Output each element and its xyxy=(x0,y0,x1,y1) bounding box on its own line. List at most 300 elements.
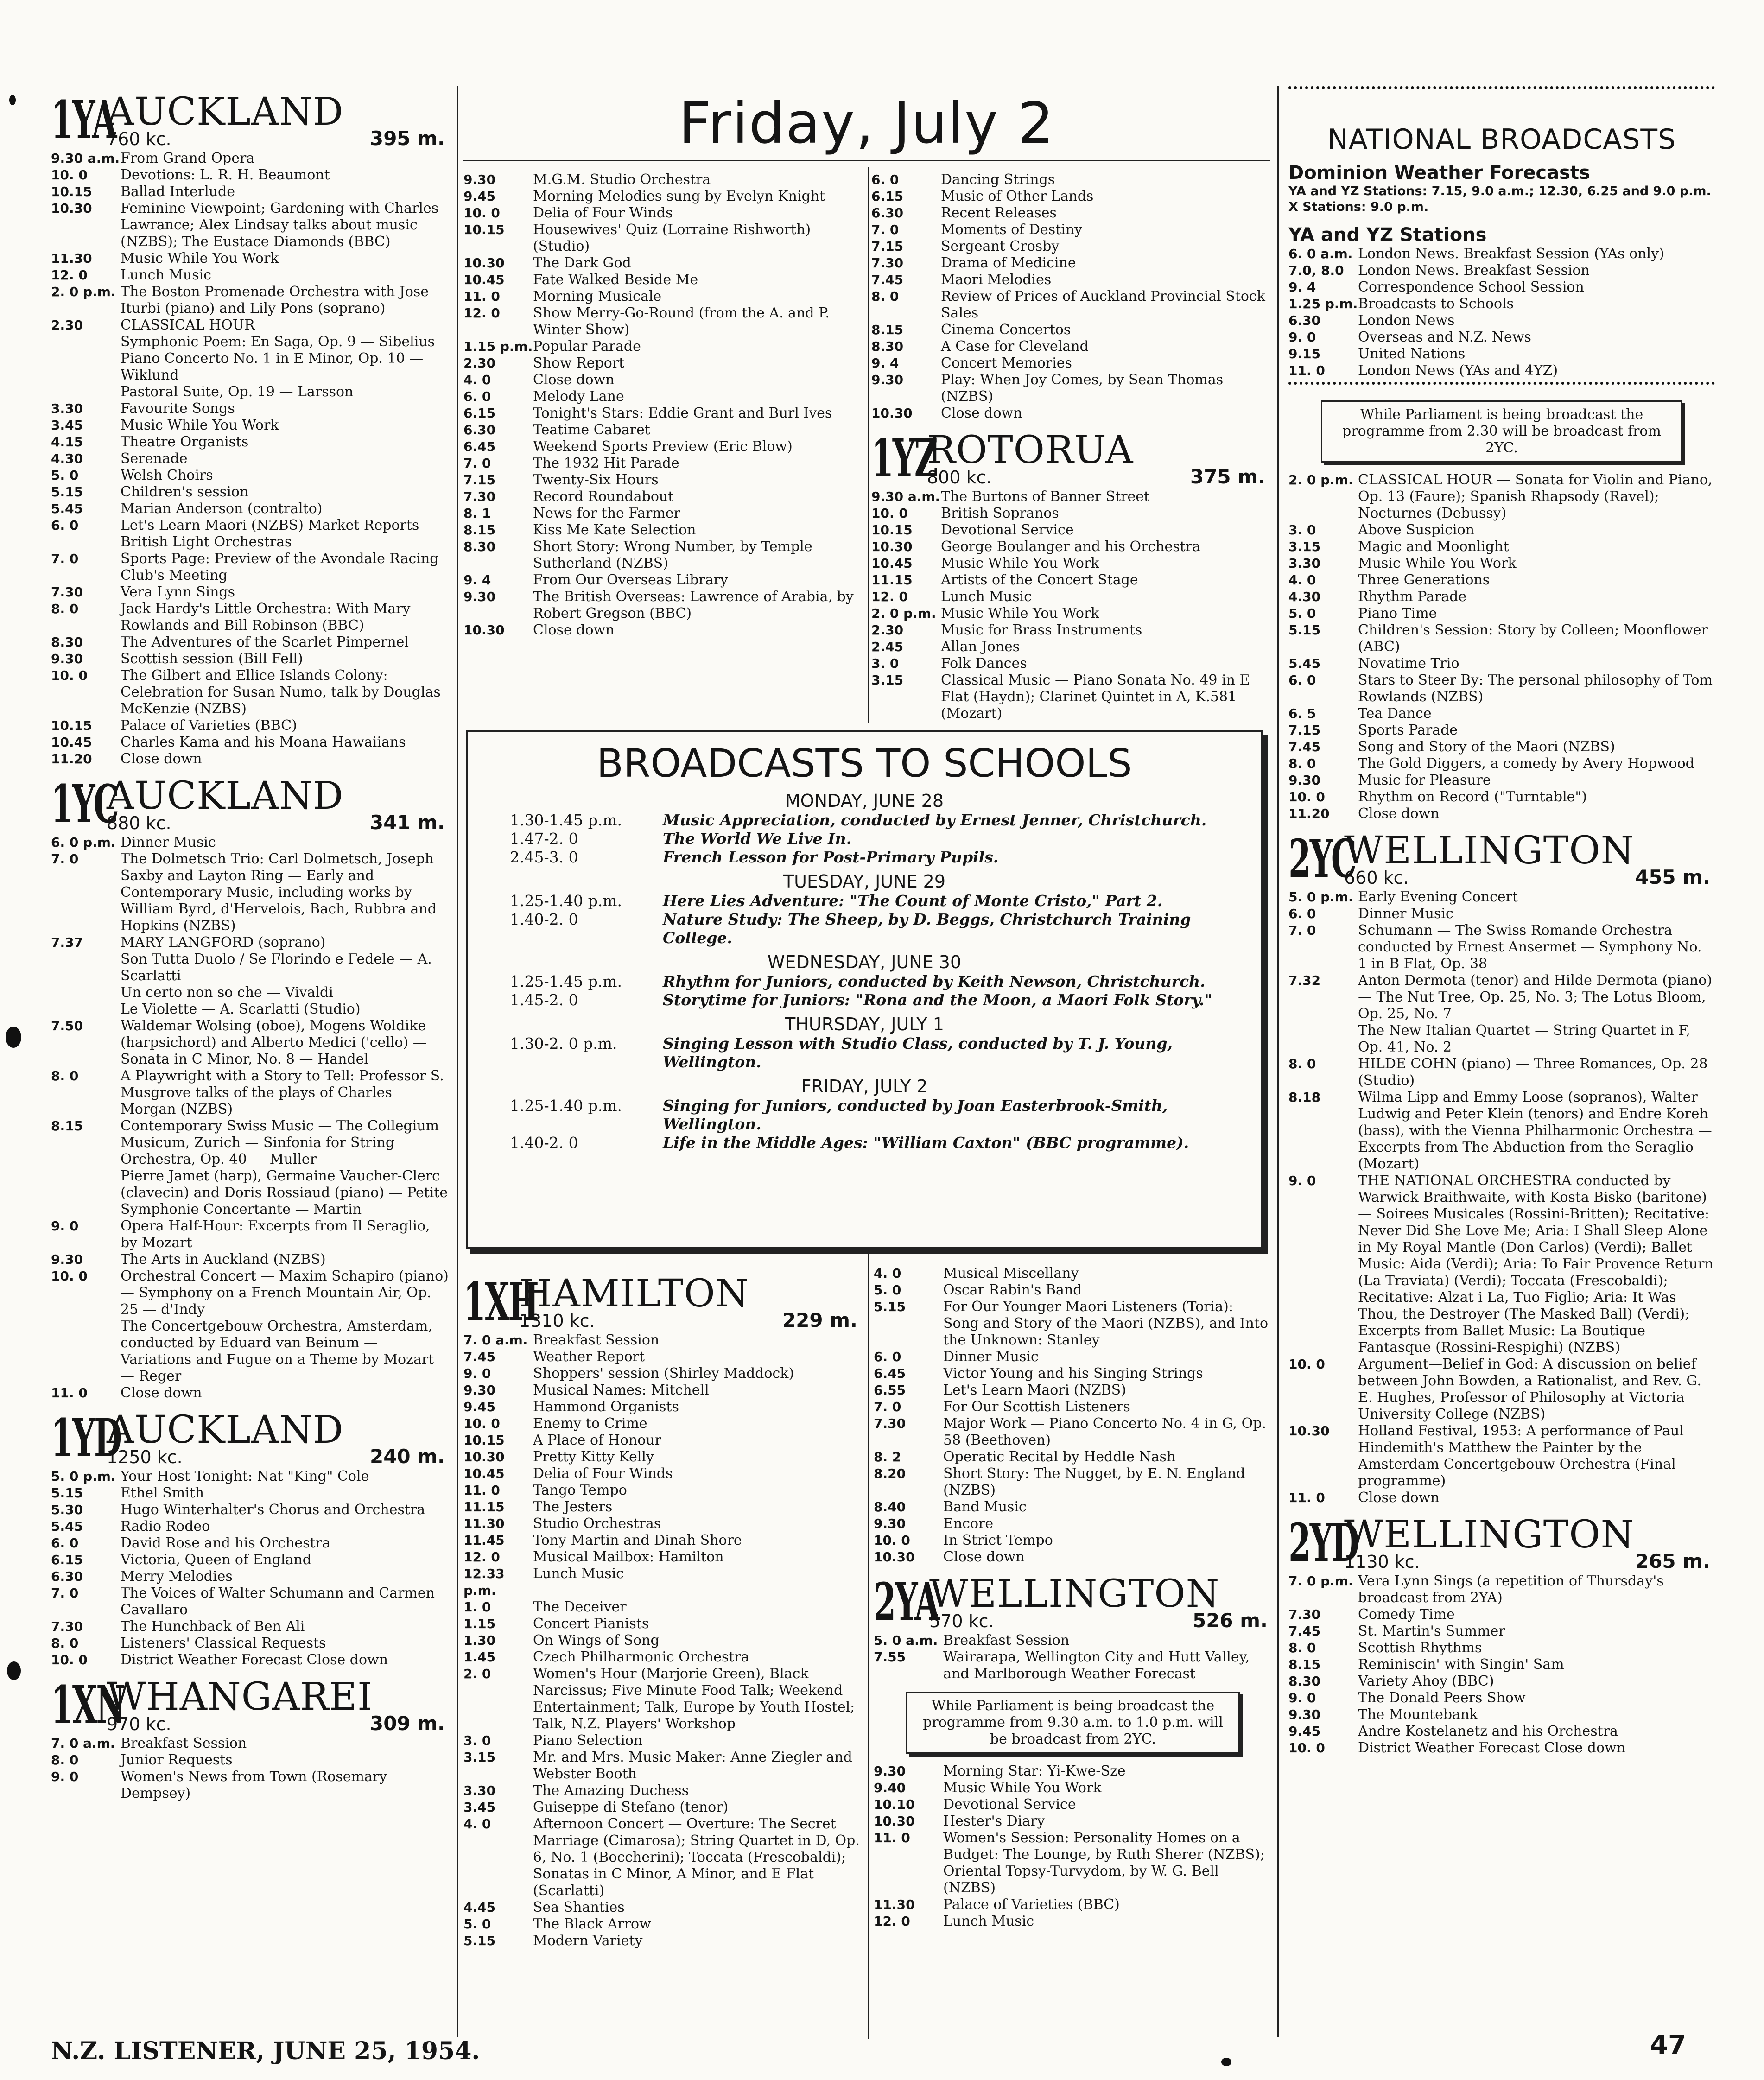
programme-item xyxy=(1288,1690,1715,1706)
schools-description: Rhythm for Juniors, conducted by Keith Newson, Christchurch. xyxy=(663,972,1206,990)
programme-time xyxy=(51,1318,121,1385)
programme-item xyxy=(463,1616,862,1632)
programme-time: 2. 0 p.m. xyxy=(1288,472,1353,488)
programme-item xyxy=(463,272,867,288)
programme-item xyxy=(871,405,1270,422)
programme-time: 8.18 xyxy=(1288,1090,1321,1105)
programme-title: Listeners' Classical Requests xyxy=(121,1635,326,1651)
programme-title: Short Story: Wrong Number, by Temple Sutherland (NZBS) xyxy=(533,539,812,571)
programme-item xyxy=(871,555,1270,572)
programme-time: 7. 0 xyxy=(871,222,899,237)
programme-title: Breakfast Session xyxy=(533,1332,660,1348)
station-city: WHANGAREI xyxy=(107,1675,373,1719)
programme-title: Close down xyxy=(941,405,1022,421)
station-frequency: 1250 kc. xyxy=(107,1447,183,1467)
programme-title: Allan Jones xyxy=(941,639,1020,655)
footer-issue: N.Z. LISTENER, JUNE 25, 1954. xyxy=(51,2037,480,2065)
programme-title: Ethel Smith xyxy=(121,1485,204,1501)
programme-title: The Concertgebouw Orchestra, Amsterdam, conducted by Eduard van Beinum — Variations and Fugue on a Theme by Mozart — Reger xyxy=(121,1318,434,1384)
programme-time: 11.20 xyxy=(51,751,92,767)
programme-title: Scottish session (Bill Fell) xyxy=(121,651,303,667)
programme-title: Radio Rodeo xyxy=(121,1518,210,1535)
programme-time: 9. 0 xyxy=(1288,330,1316,345)
programme-time: 1.25 p.m. xyxy=(1288,296,1358,311)
programme-item xyxy=(51,250,450,267)
programme-time: 4.45 xyxy=(463,1900,496,1915)
programme-item xyxy=(871,605,1270,622)
programme-time: 2. 0 p.m. xyxy=(871,606,936,621)
programme-time: 6. 0 xyxy=(871,172,899,187)
programme-time: 9.30 xyxy=(871,372,904,387)
programme-item xyxy=(463,388,867,405)
programme-time: 6. 0 xyxy=(51,1535,79,1551)
programme-time: 3.30 xyxy=(1288,556,1321,571)
programme-item xyxy=(463,1482,862,1499)
programme-item xyxy=(1288,1706,1715,1723)
programme-item xyxy=(874,1365,1272,1382)
programme-title: Serenade xyxy=(121,450,188,467)
programme-title: Vera Lynn Sings xyxy=(121,584,235,600)
programme-time: 10.15 xyxy=(463,1433,505,1448)
programme-title: HILDE COHN (piano) — Three Romances, Op. 28 (Studio) xyxy=(1358,1056,1708,1089)
programme-item xyxy=(463,1349,862,1365)
programme-time xyxy=(51,334,121,350)
programme-title: Music While You Work xyxy=(121,250,279,266)
programme-item xyxy=(463,1382,862,1399)
programme-title: The Donald Peers Show xyxy=(1358,1690,1526,1706)
programme-title: Folk Dances xyxy=(941,655,1027,672)
programme-time: 5.15 xyxy=(51,484,83,500)
programme-title: Children's session xyxy=(121,484,249,500)
programme-title: Show Report xyxy=(533,355,625,371)
programme-time: 6.30 xyxy=(51,1569,83,1584)
programme-time: 10.30 xyxy=(463,1449,505,1465)
programme-title: Music While You Work xyxy=(943,1780,1102,1796)
programme-item xyxy=(463,305,867,338)
programme-title: Feminine Viewpoint; Gardening with Charles Lawrance; Alex Lindsay talks about music (NZBS); The Eustace Diamonds (BBC) xyxy=(121,200,439,250)
programme-title: Breakfast Session xyxy=(943,1632,1070,1649)
programme-item xyxy=(51,1218,450,1251)
programme-time: 6.30 xyxy=(463,422,496,438)
programme-time: 6.15 xyxy=(463,406,496,421)
programme-title: The Voices of Walter Schumann and Carmen Cavallaro xyxy=(121,1585,435,1618)
programme-time: 8.15 xyxy=(463,522,496,538)
programme-title: Guiseppe di Stefano (tenor) xyxy=(533,1799,729,1815)
schools-item xyxy=(468,991,1261,1009)
programme-time: 11.30 xyxy=(874,1897,915,1912)
programme-time: 7.45 xyxy=(463,1349,496,1364)
programme-title: Music for Pleasure xyxy=(1358,772,1491,788)
programme-time: 4.30 xyxy=(51,451,83,466)
programme-time: 3.15 xyxy=(1288,539,1321,554)
programme-list xyxy=(463,1332,862,1949)
programme-title: Charles Kama and his Moana Hawaiians xyxy=(121,734,406,750)
programme-item xyxy=(1288,655,1715,672)
programme-time: 6. 0 xyxy=(1288,672,1316,688)
programme-item xyxy=(1288,1022,1715,1056)
programme-time: 7. 0 a.m. xyxy=(463,1332,528,1348)
programme-title: The British Overseas: Lawrence of Arabia, by Robert Gregson (BBC) xyxy=(533,589,854,621)
programme-time: 7.37 xyxy=(51,935,83,950)
programme-list xyxy=(1288,472,1715,822)
programme-title: Lunch Music xyxy=(533,1566,624,1582)
programme-item xyxy=(51,1018,450,1068)
programme-time: 7.15 xyxy=(463,472,496,488)
programme-item xyxy=(874,1896,1272,1913)
programme-time: 6.15 xyxy=(871,189,904,204)
programme-item xyxy=(1288,296,1715,312)
programme-item xyxy=(51,1618,450,1635)
programme-title: Devotional Service xyxy=(941,522,1074,538)
schools-time: 1.25-1.45 p.m. xyxy=(510,972,622,990)
schools-day: THURSDAY, JULY 1 xyxy=(785,1014,944,1034)
programme-title: District Weather Forecast Close down xyxy=(121,1652,388,1668)
programme-item xyxy=(51,1001,450,1018)
programme-title: Studio Orchestras xyxy=(533,1516,661,1532)
programme-item xyxy=(463,422,867,438)
station-header xyxy=(1288,829,1715,889)
schools-item xyxy=(468,972,1261,991)
programme-item xyxy=(51,400,450,417)
programme-item xyxy=(51,601,450,634)
programme-time xyxy=(51,984,121,1001)
column-1 xyxy=(51,83,450,2016)
programme-time: 7. 0 xyxy=(874,1399,901,1414)
programme-time: 10.45 xyxy=(463,272,505,287)
programme-time: 10.15 xyxy=(463,222,505,237)
programme-time: 9.30 a.m. xyxy=(871,489,940,504)
programme-item xyxy=(874,1282,1272,1299)
programme-item xyxy=(463,1566,862,1599)
programme-time: 9. 0 xyxy=(1288,1173,1316,1188)
programme-time: 8. 0 xyxy=(1288,1640,1316,1655)
programme-title: Musical Names: Mitchell xyxy=(533,1382,709,1398)
station-wavelength: 265 m. xyxy=(1635,1550,1710,1573)
programme-item xyxy=(1288,889,1715,906)
programme-time: 9.45 xyxy=(463,189,496,204)
programme-title: News for the Farmer xyxy=(533,505,680,521)
programme-title: Sergeant Crosby xyxy=(941,238,1060,254)
programme-time: 11.30 xyxy=(51,251,92,266)
programme-time: 10.45 xyxy=(51,735,92,750)
programme-time: 5. 0 p.m. xyxy=(51,1469,116,1484)
programme-title: Close down xyxy=(533,372,615,388)
programme-item xyxy=(871,322,1270,338)
programme-item xyxy=(871,222,1270,238)
programme-time: 5.15 xyxy=(874,1299,906,1314)
programme-title: Popular Parade xyxy=(533,338,641,355)
programme-time: 10. 0 xyxy=(51,1652,88,1668)
programme-time: 6. 5 xyxy=(1288,706,1316,721)
programme-title: Broadcasts to Schools xyxy=(1358,296,1514,312)
programme-item xyxy=(874,1549,1272,1566)
programme-time: 7.0, 8.0 xyxy=(1288,263,1344,278)
programme-title: Palace of Varieties (BBC) xyxy=(943,1896,1120,1913)
programme-title: Pretty Kitty Kelly xyxy=(533,1449,654,1465)
programme-item xyxy=(871,372,1270,405)
programme-title: Musical Miscellany xyxy=(943,1265,1079,1281)
programme-title: Devotions: L. R. H. Beaumont xyxy=(121,167,330,183)
station-frequency: 760 kc. xyxy=(107,129,171,149)
programme-time: 9. 0 xyxy=(51,1769,79,1784)
programme-list xyxy=(871,171,1270,422)
station-header xyxy=(871,428,1270,489)
programme-time: 10.30 xyxy=(463,255,505,271)
programme-title: Son Tutta Duolo / Se Florindo e Fedele — A. Scarlatti xyxy=(121,951,432,984)
programme-time: 9.30 xyxy=(1288,773,1321,788)
programme-title: Record Roundabout xyxy=(533,488,674,505)
programme-list xyxy=(51,150,450,767)
programme-time: 5. 0 xyxy=(463,1916,491,1932)
programme-time: 10.30 xyxy=(1288,1423,1330,1439)
programme-item xyxy=(1288,622,1715,655)
programme-item xyxy=(463,572,867,589)
programme-title: Le Violette — A. Scarlatti (Studio) xyxy=(121,1001,361,1017)
programme-item xyxy=(463,472,867,488)
programme-title: Song and Story of the Maori (NZBS) xyxy=(1358,739,1615,755)
programme-title: London News. Breakfast Session xyxy=(1358,262,1590,279)
programme-time: 1.15 p.m. xyxy=(463,339,533,354)
programme-time: 4. 0 xyxy=(1288,572,1316,588)
column-rule xyxy=(1277,86,1279,2037)
programme-title: Un certo non so che — Vivaldi xyxy=(121,984,333,1001)
programme-time: 10.45 xyxy=(871,556,913,571)
programme-item xyxy=(463,539,867,572)
programme-title: The Jesters xyxy=(533,1499,613,1515)
programme-list xyxy=(51,834,450,1401)
programme-time: 8. 0 xyxy=(871,289,899,304)
wavy-rule xyxy=(1288,86,1715,95)
programme-item xyxy=(463,438,867,455)
programme-time: 11.30 xyxy=(463,1516,505,1531)
programme-item xyxy=(1288,1573,1715,1606)
programme-item xyxy=(463,589,867,622)
programme-time: 5. 0 xyxy=(1288,606,1316,621)
programme-list xyxy=(51,1468,450,1668)
programme-time: 1.15 xyxy=(463,1616,496,1631)
programme-time: 4.15 xyxy=(51,434,83,450)
broadcasts-to-schools-box xyxy=(466,730,1263,1249)
schools-time: 1.30-1.45 p.m. xyxy=(510,811,622,829)
station-call-sign: 1YA xyxy=(51,90,116,151)
programme-item xyxy=(871,188,1270,205)
programme-item xyxy=(51,717,450,734)
programme-item xyxy=(874,1649,1272,1682)
programme-time: 9.15 xyxy=(1288,346,1321,361)
station-city: HAMILTON xyxy=(519,1272,749,1316)
page-title: Friday, July 2 xyxy=(679,90,1055,156)
programme-time: 7.30 xyxy=(51,584,83,600)
programme-item xyxy=(1288,1356,1715,1423)
programme-title: From Grand Opera xyxy=(121,150,255,166)
programme-time: 5.15 xyxy=(1288,622,1321,638)
programme-time: 5.45 xyxy=(51,501,83,516)
programme-time: 8. 0 xyxy=(51,1068,79,1084)
programme-time: 7.30 xyxy=(1288,1607,1321,1622)
programme-time: 10.15 xyxy=(51,184,92,199)
programme-title: Major Work — Piano Concerto No. 4 in G, Op. 58 (Beethoven) xyxy=(943,1415,1267,1448)
programme-item xyxy=(1288,789,1715,805)
programme-item xyxy=(463,1549,862,1566)
programme-title: Pastoral Suite, Op. 19 — Larsson xyxy=(121,384,354,400)
programme-title: CLASSICAL HOUR xyxy=(121,317,255,333)
programme-item xyxy=(874,1399,1272,1415)
programme-title: Music While You Work xyxy=(941,605,1099,621)
station-call-sign: 1YZ xyxy=(871,428,937,489)
programme-title: For Our Younger Maori Listeners (Toria): Song and Story of the Maori (NZBS), and Into the Unknown: Stanley xyxy=(943,1299,1269,1348)
programme-title: Artists of the Concert Stage xyxy=(941,572,1138,588)
programme-time: 6. 0 a.m. xyxy=(1288,246,1353,261)
programme-time: 6.30 xyxy=(871,205,904,221)
programme-item xyxy=(874,1499,1272,1516)
schools-body xyxy=(468,791,1261,1152)
programme-item xyxy=(1288,1056,1715,1089)
programme-time: 12. 0 xyxy=(871,589,908,604)
programme-time: 5. 0 xyxy=(51,468,79,483)
programme-title: Rhythm Parade xyxy=(1358,589,1467,605)
programme-item xyxy=(874,1349,1272,1365)
programme-time: 8.30 xyxy=(1288,1674,1321,1689)
programme-item xyxy=(871,288,1270,322)
programme-time: 8.20 xyxy=(874,1466,906,1481)
programme-time: 3.30 xyxy=(463,1783,496,1798)
station-wavelength: 309 m. xyxy=(369,1712,445,1735)
programme-item xyxy=(1288,346,1715,362)
programme-title: THE NATIONAL ORCHESTRA conducted by Warwick Braithwaite, with Kosta Bisko (baritone) — Soirees Musicales (Rossini-Britten); Recitative: Never Did She Love Me; Aria: I Shall Sleep Alone in My Royal Mantle (Don Carlos) (Verdi); Ballet Music: Aida (Verdi); Aria: To Fair Provence Return (La Traviata) (Verdi); Toccata (Frescobaldi); Recitative: Alzat i La, Tuo Figlio; Aria: It Was Thou, the Destroyer (The Masked Ball) (Verdi); Excerpts from Ballet Music: La Boutique Fantasque (Rossini-Respighi) (NZBS) xyxy=(1358,1173,1713,1356)
programme-time: 3.15 xyxy=(463,1750,496,1765)
programme-item xyxy=(1288,805,1715,822)
programme-title: Lunch Music xyxy=(941,589,1032,605)
programme-item xyxy=(463,1365,862,1382)
programme-time: 3.30 xyxy=(51,401,83,416)
schools-item xyxy=(468,1097,1261,1134)
programme-time: 1. 0 xyxy=(463,1599,491,1615)
programme-item xyxy=(1288,1656,1715,1673)
programme-title: Jack Hardy's Little Orchestra: With Mary Rowlands and Bill Robinson (BBC) xyxy=(121,601,411,634)
programme-item xyxy=(51,1635,450,1652)
programme-time: 7.45 xyxy=(871,272,904,287)
programme-title: Music While You Work xyxy=(1358,555,1517,571)
programme-time: 10. 0 xyxy=(1288,789,1325,805)
station-call-sign: 1XN xyxy=(51,1675,125,1736)
programme-title: Victor Young and his Singing Strings xyxy=(943,1365,1203,1382)
programme-time: 10.15 xyxy=(51,718,92,733)
programme-title: Weekend Sports Preview (Eric Blow) xyxy=(533,438,793,455)
programme-title: Music of Other Lands xyxy=(941,188,1094,204)
station-city: AUCKLAND xyxy=(107,774,344,818)
programme-item xyxy=(1288,555,1715,572)
schools-time: 2.45-3. 0 xyxy=(510,848,578,866)
programme-title: Orchestral Concert — Maxim Schapiro (piano) — Symphony on a French Mountain Air, Op. 25 — d'Indy xyxy=(121,1268,449,1318)
programme-time: 7.50 xyxy=(51,1018,83,1034)
programme-item xyxy=(1288,522,1715,539)
station-header xyxy=(51,774,450,835)
station-wavelength: 455 m. xyxy=(1635,866,1710,888)
programme-time: 6.45 xyxy=(463,439,496,454)
programme-time: 9. 4 xyxy=(1288,279,1316,295)
programme-time: 12.33 p.m. xyxy=(463,1566,505,1598)
programme-title: The 1932 Hit Parade xyxy=(533,455,679,471)
programme-time: 5.45 xyxy=(51,1519,83,1534)
schools-item xyxy=(468,811,1261,830)
programme-item xyxy=(1288,906,1715,922)
programme-title: The Dolmetsch Trio: Carl Dolmetsch, Joseph Saxby and Layton Ring — Early and Contemporary Music, including works by William Byrd, d'Hervelois, Bach, Rubbra and Hopkins (NZBS) xyxy=(121,851,437,934)
programme-title: Theatre Organists xyxy=(121,434,249,450)
programme-title: Women's News from Town (Rosemary Dempsey) xyxy=(121,1769,387,1801)
weather-line: YA and YZ Stations: 7.15, 9.0 a.m.; 12.30, 6.25 and 9.0 p.m. xyxy=(1288,184,1711,198)
station-call-sign: 2YD xyxy=(1288,1513,1358,1573)
programme-time: 9.30 a.m. xyxy=(51,151,120,166)
programme-time: 11.20 xyxy=(1288,806,1330,821)
margin-mark xyxy=(6,1027,21,1048)
programme-title: Close down xyxy=(121,1385,202,1401)
column-rule xyxy=(868,167,869,723)
station-frequency: 570 kc. xyxy=(929,1611,994,1631)
programme-time: 10. 0 xyxy=(463,205,500,221)
programme-time: 2.30 xyxy=(51,317,83,333)
programme-time: 7. 0 p.m. xyxy=(1288,1573,1353,1589)
programme-time: 7.45 xyxy=(1288,739,1321,755)
programme-item xyxy=(871,338,1270,355)
programme-time: 6. 0 xyxy=(51,518,79,533)
schools-time: 1.25-1.40 p.m. xyxy=(510,1097,622,1115)
programme-title: Tonight's Stars: Eddie Grant and Burl Ives xyxy=(533,405,832,421)
programme-item xyxy=(51,284,450,317)
programme-item xyxy=(51,634,450,651)
programme-item xyxy=(871,639,1270,655)
schools-day: TUESDAY, JUNE 29 xyxy=(783,871,946,892)
programme-time: 6. 0 p.m. xyxy=(51,835,116,850)
programme-time: 3. 0 xyxy=(463,1733,491,1748)
programme-title: A Case for Cleveland xyxy=(941,338,1089,355)
programme-time: 7.32 xyxy=(1288,973,1321,988)
programme-time: 2.30 xyxy=(871,622,904,638)
programme-item xyxy=(463,1449,862,1465)
column-rule xyxy=(868,1251,869,2039)
programme-item xyxy=(463,1649,862,1666)
programme-time: 10. 0 xyxy=(51,1268,88,1284)
programme-time: 7. 0 a.m. xyxy=(51,1736,115,1751)
programme-item xyxy=(874,1532,1272,1549)
programme-time: 10. 0 xyxy=(874,1533,910,1548)
programme-item xyxy=(1288,1640,1715,1656)
programme-time: 7. 0 xyxy=(51,1585,79,1601)
programme-title: Palace of Varieties (BBC) xyxy=(121,717,297,734)
station-frequency: 970 kc. xyxy=(107,1714,171,1734)
programme-time: 10. 0 xyxy=(51,167,88,183)
programme-item xyxy=(51,1568,450,1585)
programme-item xyxy=(463,1399,862,1415)
programme-title: Dinner Music xyxy=(1358,906,1453,922)
programme-item xyxy=(51,484,450,501)
programme-time: 8. 0 xyxy=(1288,1056,1316,1072)
programme-item xyxy=(463,1632,862,1649)
schools-title: BROADCASTS TO SCHOOLS xyxy=(596,741,1132,786)
programme-item xyxy=(1288,279,1715,296)
programme-item xyxy=(51,1518,450,1535)
programme-list xyxy=(1288,246,1715,379)
programme-time: 2.30 xyxy=(463,355,496,371)
programme-item xyxy=(1288,1673,1715,1690)
schools-time: 1.25-1.40 p.m. xyxy=(510,892,622,910)
programme-item xyxy=(463,1332,862,1349)
programme-item xyxy=(463,1732,862,1749)
programme-item xyxy=(1288,246,1715,262)
programme-time: 3.45 xyxy=(51,418,83,433)
programme-title: Recent Releases xyxy=(941,205,1057,221)
programme-item xyxy=(874,1382,1272,1399)
station-wavelength: 229 m. xyxy=(782,1309,857,1332)
